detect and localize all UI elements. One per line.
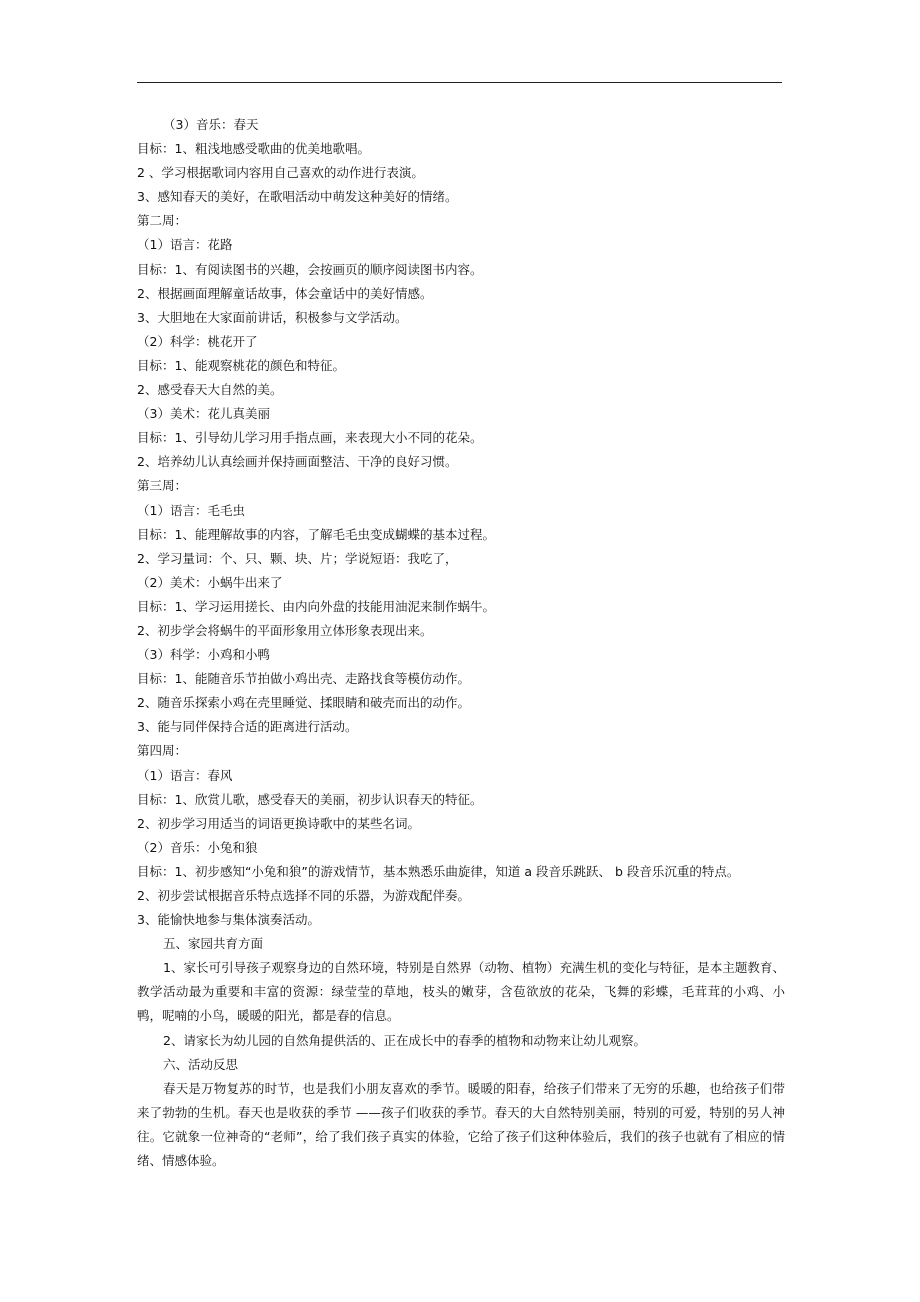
text-line: 2、学习量词：个、只、颗、块、片；学说短语：我吃了， <box>137 550 458 566</box>
text-line: 3、能愉快地参与集体演奏活动。 <box>137 912 320 928</box>
text-line: 2、根据画面理解童话故事，体会童话中的美好情感。 <box>137 285 433 301</box>
text-line: 目标：1、有阅读图书的兴趣，会按画页的顺序阅读图书内容。 <box>137 261 483 277</box>
text-line: （3）音乐：春天 <box>163 117 259 132</box>
text-line: （2）美术：小蜗牛出来了 <box>137 574 283 590</box>
text-line: 目标：1、欣赏儿歌，感受春天的美丽，初步认识春天的特征。 <box>137 791 483 807</box>
text-line: 目标：1、能理解故事的内容，了解毛毛虫变成蝴蝶的基本过程。 <box>137 526 495 542</box>
text-line: 2、初步学习用适当的词语更换诗歌中的某些名词。 <box>137 815 420 831</box>
section-week-3: 第三周： <box>137 478 188 494</box>
document-body <box>137 113 787 1173</box>
text-line: 2、培养幼儿认真绘画并保持画面整洁、干净的良好习惯。 <box>137 454 458 470</box>
text-line: 2、随音乐探索小鸡在壳里睡觉、揉眼睛和破壳而出的动作。 <box>137 695 470 711</box>
text-line: 2、初步学会将蜗牛的平面形象用立体形象表现出来。 <box>137 622 433 638</box>
text-line: 2、初步尝试根据音乐特点选择不同的乐器，为游戏配伴奏。 <box>137 888 470 903</box>
text-line: （2）音乐：小兔和狼 <box>137 839 258 855</box>
text-line: （1）语言：春风 <box>137 767 233 783</box>
paragraph-reflection: 春天是万物复苏的时节，也是我们小朋友喜欢的季节。暖暖的阳春，给孩子们带来了无穷的乐趣，也给孩子们带来了勃勃的生机。春天也是收获的季节 ——孩子们收获的季节。春天的大自然特别美丽，特别的可爱，特别的另人神往。它就象一位神奇的“老师”，给了我们孩子真实的体验，它给了孩子们这种体验后，我们的孩子也就有了相应的情绪、情感体验。 <box>137 1080 785 1169</box>
text-line: 目标：1、能观察桃花的颜色和特征。 <box>137 357 345 373</box>
text-line: （1）语言：花路 <box>137 237 233 253</box>
text-line: 3、大胆地在大家面前讲话，积极参与文学活动。 <box>137 309 408 325</box>
text-line: 目标：1、引导幼儿学习用手指点画，来表现大小不同的花朵。 <box>137 430 483 446</box>
paragraph-home-school-1: 1、家长可引导孩子观察身边的自然环境，特别是自然界（动物、植物）充满生机的变化与特征，是本主题教育、教学活动最为重要和丰富的资源：绿莹莹的草地，枝头的嫩芽，含苞欲放的花朵，飞舞的彩蝶，毛茸茸的小鸡、小鸭，呢喃的小鸟，暖暖的阳光，都是春的信息。 <box>137 960 785 1024</box>
section-heading-5: 五、家园共育方面 <box>163 936 264 952</box>
section-week-4: 第四周： <box>137 743 188 759</box>
text-line: （1）语言：毛毛虫 <box>137 502 245 518</box>
text-line: （3）美术：花儿真美丽 <box>137 406 270 422</box>
header-rule <box>137 82 782 83</box>
text-line: 2 、学习根据歌词内容用自己喜欢的动作进行表演。 <box>137 165 424 181</box>
text-line: 2、感受春天大自然的美。 <box>137 382 283 398</box>
paragraph-home-school-2: 2、请家长为幼儿园的自然角提供活的、正在成长中的春季的植物和动物来让幼儿观察。 <box>163 1032 646 1048</box>
text-line: （2）科学：桃花开了 <box>137 333 258 349</box>
text-line: 3、能与同伴保持合适的距离进行活动。 <box>137 719 358 735</box>
text-line: （3）科学：小鸡和小鸭 <box>137 647 270 663</box>
section-heading-6: 六、活动反思 <box>163 1056 239 1072</box>
text-line: 目标：1、粗浅地感受歌曲的优美地歌唱。 <box>137 141 370 157</box>
text-line: 目标：1、能随音乐节拍做小鸡出壳、走路找食等模仿动作。 <box>137 671 470 687</box>
text-line: 目标：1、学习运用搓长、由内向外盘的技能用油泥来制作蜗牛。 <box>137 598 495 614</box>
text-line: 3、感知春天的美好，在歌唱活动中萌发这种美好的情绪。 <box>137 189 458 205</box>
section-week-2: 第二周： <box>137 213 188 229</box>
text-line: 目标：1、初步感知“小兔和狼”的游戏情节，基本熟悉乐曲旋律，知道 a 段音乐跳跃、 b 段音乐沉重的特点。 <box>137 863 740 879</box>
